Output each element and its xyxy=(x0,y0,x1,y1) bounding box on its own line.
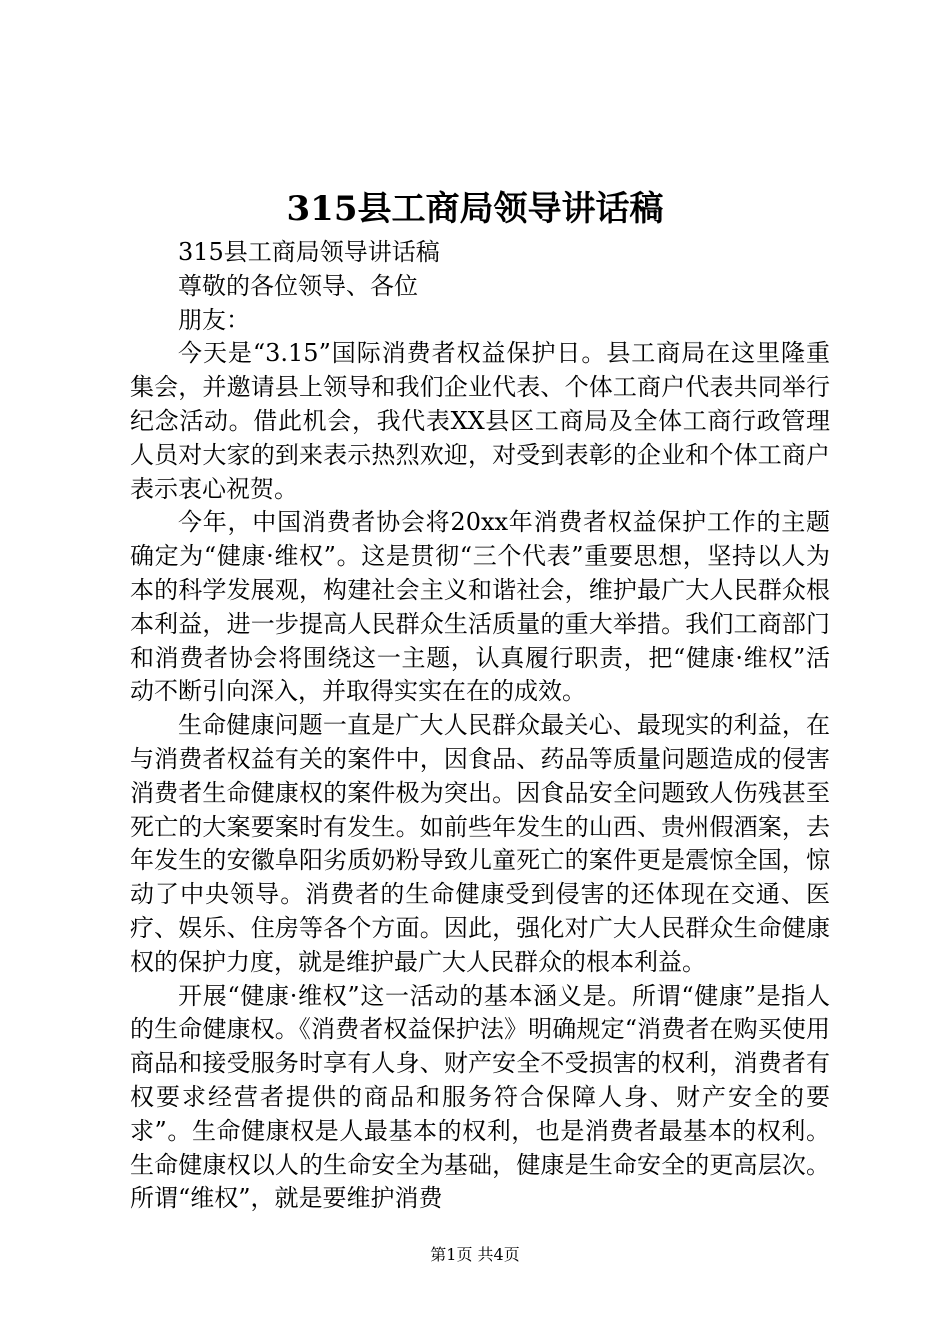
salutation-line: 朋友： xyxy=(178,305,250,334)
paragraph: 开展“健康·维权”这一活动的基本涵义是。所谓“健康”是指人的生命健康权。《消费者权益保护法》明确规定“消费者在购买使用商品和接受服务时享有人身、财产安全不受损害的权利，消费者有权要求经营者提供的商品和服务符合保障人身、财产安全的要求”。生命健康权是人最基本的权利，也是消费者最基本的权利。生命健康权以人的生命安全为基础，健康是生命安全的更高层次。所谓“维权”，就是要维护消费 xyxy=(130,981,830,1213)
paragraph: 今天是“3.15”国际消费者权益保护日。县工商局在这里隆重集会，并邀请县上领导和我们企业代表、个体工商户代表共同举行纪念活动。借此机会，我代表XX县区工商局及全体工商行政管理人员对大家的到来表示热烈欢迎，对受到表彰的企业和个体工商户表示衷心祝贺。 xyxy=(130,339,830,503)
heading-line: 315县工商局领导讲话稿 xyxy=(178,238,440,266)
salutation-line: 尊敬的各位领导、各位 xyxy=(178,271,418,300)
document-title: 315县工商局领导讲话稿 xyxy=(286,189,664,229)
page-footer: 第1页 共4页 xyxy=(430,1245,520,1264)
paragraph: 生命健康问题一直是广大人民群众最关心、最现实的利益，在与消费者权益有关的案件中，因食品、药品等质量问题造成的侵害消费者生命健康权的案件极为突出。因食品安全问题致人伤残甚至死亡的大案要案时有发生。如前些年发生的山西、贵州假酒案，去年发生的安徽阜阳劣质奶粉导致儿童死亡的案件更是震惊全国，惊动了中央领导。消费者的生命健康受到侵害的还体现在交通、医疗、娱乐、住房等各个方面。因此，强化对广大人民群众生命健康权的保护力度，就是维护最广大人民群众的根本利益。 xyxy=(130,711,830,976)
document-body xyxy=(130,236,830,1216)
paragraph: 今年，中国消费者协会将20xx年消费者权益保护工作的主题确定为“健康·维权”。这是贯彻“三个代表”重要思想，坚持以人为本的科学发展观，构建社会主义和谐社会，维护最广大人民群众根本利益，进一步提高人民群众生活质量的重大举措。我们工商部门和消费者协会将围绕这一主题，认真履行职责，把“健康·维权”活动不断引向深入，并取得实实在在的成效。 xyxy=(130,508,830,706)
